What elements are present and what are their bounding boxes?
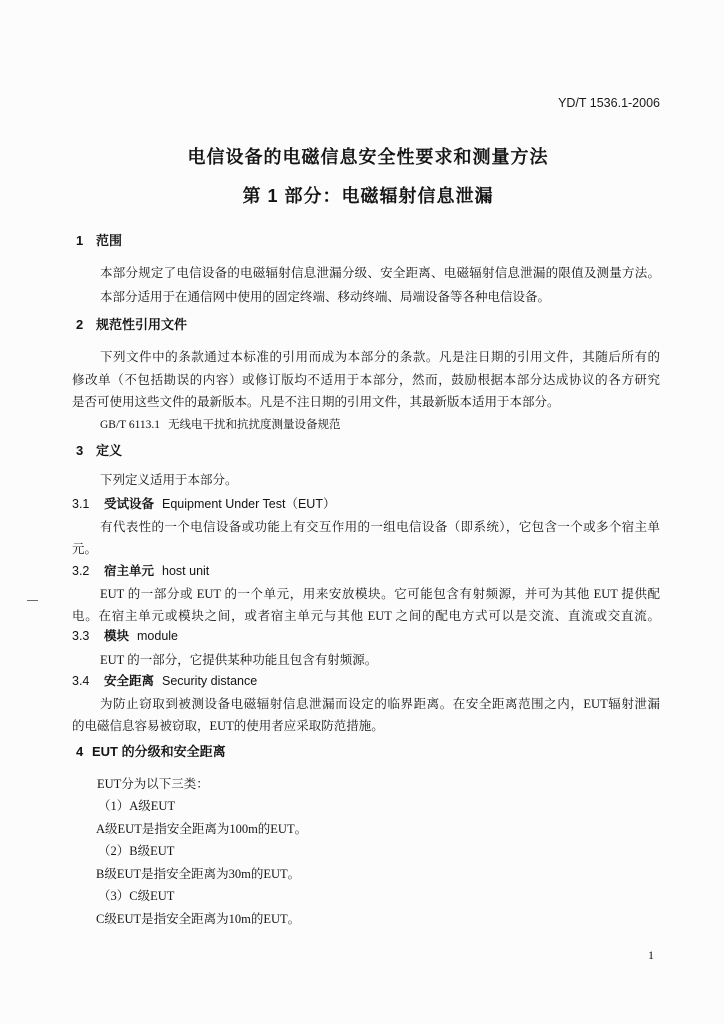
section-heading-normative-references — [76, 317, 187, 333]
scan-artifact-mark — [27, 600, 38, 601]
term-chinese: 安全距离 — [104, 674, 155, 688]
classification-intro: EUT分为以下三类： — [97, 777, 209, 791]
term-definition-line: EUT 的一部分或 EUT 的一个单元，用来安放模块。它可能包含有射频源，并可为其他 EUT 提供配 — [100, 587, 660, 601]
class-description: C级EUT是指安全距离为10m的EUT。 — [96, 912, 301, 926]
term-english: Security distance — [162, 674, 258, 688]
section-number: 2 — [76, 317, 84, 332]
term-definition-line: 电。在宿主单元或模块之间，或者宿主单元与其他 EUT 之间的配电方式可以是交流、直流或交直流。 — [72, 609, 660, 623]
term-chinese: 模块 — [104, 629, 130, 643]
reference-title: 无线电干扰和抗扰度测量设备规范 — [168, 419, 341, 431]
term-heading — [72, 673, 257, 689]
term-definition-line: EUT 的一部分，它提供某种功能且包含有射频源。 — [100, 653, 378, 667]
section-heading-scope — [76, 233, 122, 249]
class-label: （3）C级EUT — [98, 889, 175, 903]
section-number: 4 — [76, 744, 84, 759]
references-paragraph-line: 是否可使用这些文件的最新版本。凡是不注日期的引用文件，其最新版本适用于本部分。 — [72, 395, 560, 409]
section-title: EUT 的分级和安全距离 — [92, 744, 226, 759]
class-description: A级EUT是指安全距离为100m的EUT。 — [96, 822, 308, 836]
term-english: module — [137, 629, 179, 643]
term-definition-line: 为防止窃取到被测设备电磁辐射信息泄漏而设定的临界距离。在安全距离范围之内，EUT辐射泄漏 — [100, 697, 660, 711]
reference-entry — [100, 417, 341, 433]
document-part-title: 第 1 部分：电磁辐射信息泄漏 — [242, 186, 494, 206]
term-english: Equipment Under Test（EUT） — [162, 497, 336, 511]
term-english: host unit — [162, 564, 210, 578]
term-heading — [72, 628, 178, 644]
term-number: 3.1 — [72, 497, 90, 511]
document-number: YD/T 1536.1-2006 — [558, 96, 660, 110]
reference-code: GB/T 6113.1 — [100, 419, 161, 431]
section-heading-definitions — [76, 443, 122, 459]
section-title: 范围 — [96, 233, 123, 248]
scope-paragraph-line: 本部分适用于在通信网中使用的固定终端、移动终端、局端设备等各种电信设备。 — [100, 290, 551, 304]
term-definition-line: 元。 — [72, 542, 98, 556]
section-heading-eut-classification — [76, 744, 226, 760]
class-description: B级EUT是指安全距离为30m的EUT。 — [96, 867, 301, 881]
section-number: 3 — [76, 443, 84, 458]
term-number: 3.4 — [72, 674, 90, 688]
document-title: 电信设备的电磁信息安全性要求和测量方法 — [187, 147, 549, 167]
term-chinese: 宿主单元 — [104, 564, 155, 578]
term-definition-line: 有代表性的一个电信设备或功能上有交互作用的一组电信设备（即系统），它包含一个或多个宿主单 — [100, 520, 660, 534]
section-title: 定义 — [96, 443, 123, 458]
class-label: （2）B级EUT — [98, 844, 175, 858]
section-title: 规范性引用文件 — [96, 317, 188, 332]
section-number: 1 — [76, 233, 84, 248]
term-heading — [72, 563, 209, 579]
scope-paragraph-line: 本部分规定了电信设备的电磁辐射信息泄漏分级、安全距离、电磁辐射信息泄漏的限值及测量方法。 — [100, 266, 660, 280]
term-heading — [72, 496, 335, 512]
term-chinese: 受试设备 — [104, 497, 155, 511]
term-number: 3.3 — [72, 629, 90, 643]
class-label: （1）A级EUT — [98, 799, 176, 813]
definitions-intro: 下列定义适用于本部分。 — [100, 473, 238, 487]
page-number: 1 — [648, 948, 654, 962]
references-paragraph-line: 修改单（不包括勘误的内容）或修订版均不适用于本部分，然而，鼓励根据本部分达成协议的各方研究 — [72, 373, 660, 387]
references-paragraph-line: 下列文件中的条款通过本标准的引用而成为本部分的条款。凡是注日期的引用文件，其随后所有的 — [100, 350, 660, 364]
term-definition-line: 的电磁信息容易被窃取，EUT的使用者应采取防范措施。 — [72, 719, 384, 733]
term-number: 3.2 — [72, 564, 90, 578]
